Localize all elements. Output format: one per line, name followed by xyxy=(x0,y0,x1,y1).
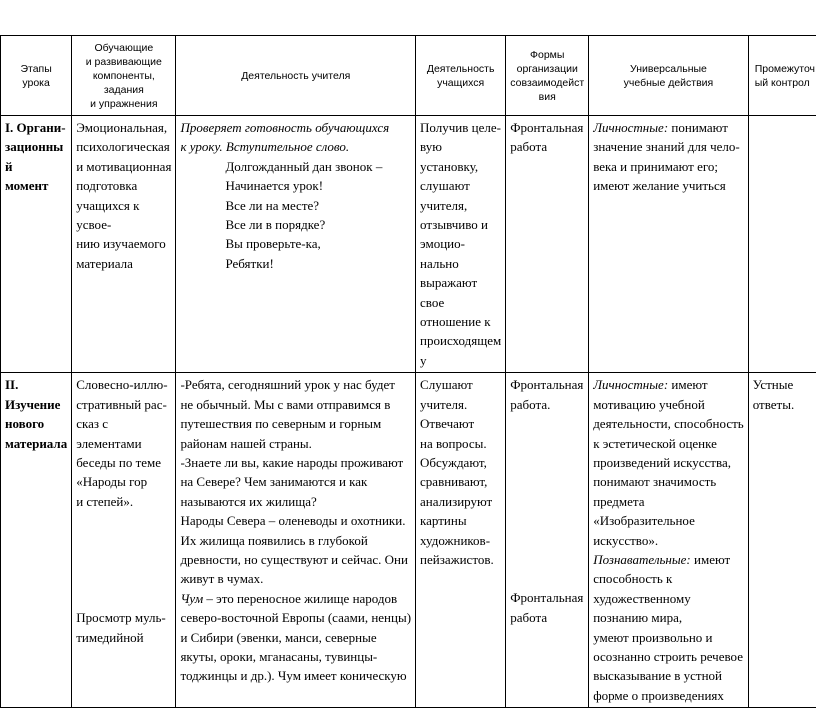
forms-cell xyxy=(506,373,589,708)
text-line: к эстетической оценке xyxy=(593,434,744,453)
text-line: умеют произвольно и xyxy=(593,628,744,647)
uud-text-2 xyxy=(593,569,744,705)
text-line: познанию мира, xyxy=(593,608,744,627)
text-line: момент xyxy=(5,176,67,195)
text-line: называются их жилища? xyxy=(180,492,411,511)
text-line: ответы. xyxy=(753,395,815,414)
text-line: отношение к xyxy=(420,312,501,331)
text-line: способность к xyxy=(593,569,744,588)
text-line: и упражнения xyxy=(76,97,171,111)
text-line: Промежуточ xyxy=(755,62,815,76)
text-line: произведений искусства, xyxy=(593,453,744,472)
text-line: предмета xyxy=(593,492,744,511)
components-cell xyxy=(72,116,176,373)
text-line: Деятельность xyxy=(420,62,501,76)
text-line: живут в чумах. xyxy=(180,569,411,588)
text-line: осознанно строить речевое xyxy=(593,647,744,666)
text-line: не обычный. Мы с вами отправимся в xyxy=(180,395,411,414)
text-line: Обсуждают, xyxy=(420,453,501,472)
text-line: мотивацию учебной xyxy=(593,395,744,414)
text-line: Просмотр муль- xyxy=(76,608,171,627)
text-line: Начинается урок! xyxy=(225,176,411,195)
text-line: -Знаете ли вы, какие народы проживают xyxy=(180,453,411,472)
text-line: -Ребята, сегодняшний урок у нас будет xyxy=(180,375,411,394)
text-line: Фронтальная xyxy=(510,118,584,137)
teacher-cell xyxy=(176,116,416,373)
text-line: «Изобразительное xyxy=(593,511,744,530)
forms-cell xyxy=(506,116,589,373)
teacher-cell xyxy=(176,373,416,708)
uud-first-2: имеют xyxy=(691,552,730,567)
text-line: понимают значимость xyxy=(593,472,744,491)
stage-cell xyxy=(1,373,72,708)
text-line: I. Органи- xyxy=(5,118,67,137)
text-line: подготовка xyxy=(76,176,171,195)
header-stage xyxy=(1,36,72,116)
text-line: Их жилища появились в глубокой xyxy=(180,531,411,550)
text-line: Фронтальная xyxy=(510,375,584,394)
header-students xyxy=(416,36,506,116)
control-cell xyxy=(748,116,816,373)
text-line: значение знаний для чело- xyxy=(593,137,744,156)
components-cell xyxy=(72,373,176,708)
text-line: Долгожданный дан звонок – xyxy=(225,157,411,176)
text-line: и Сибири (эвенки, манси, северные xyxy=(180,628,411,647)
header-row xyxy=(1,36,816,116)
text-line: на Севере? Чем занимаются и как xyxy=(180,472,411,491)
text-line: отзывчиво и xyxy=(420,215,501,234)
uud-text xyxy=(593,137,744,195)
text-line: нально xyxy=(420,254,501,273)
text-line: учителя, xyxy=(420,196,501,215)
text-line: Деятельность учителя xyxy=(180,69,411,83)
header-control xyxy=(748,36,816,116)
text-line: древности, но существуют и сейчас. Они xyxy=(180,550,411,569)
text-line: форме о произведениях xyxy=(593,686,744,705)
text-line: зационны xyxy=(5,137,67,156)
text-line: вую xyxy=(420,137,501,156)
text-line: Словесно-иллю- xyxy=(76,375,171,394)
text-line: художественному xyxy=(593,589,744,608)
text-line: элементами xyxy=(76,434,171,453)
teacher-intro xyxy=(180,118,411,157)
text-line: совзаимодейст xyxy=(510,76,584,90)
students-cell xyxy=(416,373,506,708)
text-line: учителя. xyxy=(420,395,501,414)
teacher-chum xyxy=(180,608,411,686)
text-line: Фронтальная xyxy=(510,588,584,607)
text-line: Вы проверьте-ка, xyxy=(225,234,411,253)
text-line: Ребятки! xyxy=(225,254,411,273)
text-line: художников- xyxy=(420,531,501,550)
text-line: Получив целе- xyxy=(420,118,501,137)
forms-extra xyxy=(510,588,584,627)
text-line: анализируют xyxy=(420,492,501,511)
text-line: сказ с xyxy=(76,414,171,433)
text-line: века и принимают его; xyxy=(593,157,744,176)
text-line: эмоцио- xyxy=(420,234,501,253)
text-line: II. xyxy=(5,375,67,394)
text-line: происходящем xyxy=(420,331,501,350)
text-line: слушают xyxy=(420,176,501,195)
text-line: нию изучаемого xyxy=(76,234,171,253)
text-line: свое xyxy=(420,293,501,312)
text-line: урока xyxy=(5,76,67,90)
components-text xyxy=(76,375,171,511)
text-line: и мотивационная xyxy=(76,157,171,176)
text-line: картины xyxy=(420,511,501,530)
components-extra xyxy=(76,608,171,647)
uud-cell xyxy=(589,373,749,708)
text-line: Эмоциональная, xyxy=(76,118,171,137)
uud-label: Личностные: xyxy=(593,120,668,135)
text-line: к уроку. Вступительное слово. xyxy=(180,137,411,156)
text-line: стративный рас- xyxy=(76,395,171,414)
text-line: учащихся xyxy=(420,76,501,90)
text-line: пейзажистов. xyxy=(420,550,501,569)
uud-first: понимают xyxy=(668,120,728,135)
text-line: усвое- xyxy=(76,215,171,234)
table-row xyxy=(1,373,816,708)
text-line: установку, xyxy=(420,157,501,176)
text-line: тоджинцы и др.). Чум имеет коническую xyxy=(180,666,411,685)
control-cell xyxy=(748,373,816,708)
text-line: учащихся к xyxy=(76,196,171,215)
text-line: вия xyxy=(510,90,584,104)
text-line: ый контрол xyxy=(755,76,815,90)
text-line: Все ли в порядке? xyxy=(225,215,411,234)
text-line: работа xyxy=(510,608,584,627)
text-line: материала xyxy=(76,254,171,273)
text-line: путешествия по северным и горным xyxy=(180,414,411,433)
text-line: работа. xyxy=(510,395,584,414)
students-cell xyxy=(416,116,506,373)
text-line: Слушают xyxy=(420,375,501,394)
text-line: Отвечают xyxy=(420,414,501,433)
text-line: Проверяет готовность обучающихся xyxy=(180,118,411,137)
text-line: организации xyxy=(510,62,584,76)
text-line: районам нашей страны. xyxy=(180,434,411,453)
text-line: якуты, ороки, мганасаны, тувинцы- xyxy=(180,647,411,666)
header-components xyxy=(72,36,176,116)
uud-label-2: Познавательные: xyxy=(593,552,691,567)
text-line: деятельности, способность xyxy=(593,414,744,433)
text-line: й xyxy=(5,157,67,176)
text-line: Изучение xyxy=(5,395,67,414)
text-line: Все ли на месте? xyxy=(225,196,411,215)
header-uud xyxy=(589,36,749,116)
chum-first: – это переносное жилище народов xyxy=(203,591,397,606)
text-line: у xyxy=(420,351,501,370)
text-line: Народы Севера – оленеводы и охотники. xyxy=(180,511,411,530)
text-line: Обучающие xyxy=(76,41,171,55)
text-line: работа xyxy=(510,137,584,156)
uud-text xyxy=(593,395,744,550)
text-line: северо-восточной Европы (саами, ненцы) xyxy=(180,608,411,627)
text-line: «Народы гор xyxy=(76,472,171,491)
uud-first: имеют xyxy=(668,377,707,392)
text-line: учебные действия xyxy=(593,76,744,90)
teacher-text xyxy=(180,375,411,588)
text-line: беседы по теме xyxy=(76,453,171,472)
text-line: тимедийной xyxy=(76,628,171,647)
text-line: материала xyxy=(5,434,67,453)
text-line: компоненты, xyxy=(76,69,171,83)
text-line: нового xyxy=(5,414,67,433)
text-line: на вопросы. xyxy=(420,434,501,453)
text-line: Формы xyxy=(510,48,584,62)
header-teacher xyxy=(176,36,416,116)
text-line: высказывание в устной xyxy=(593,666,744,685)
text-line: Универсальные xyxy=(593,62,744,76)
text-line: имеют желание учиться xyxy=(593,176,744,195)
table-row xyxy=(1,116,816,373)
text-line: Устные xyxy=(753,375,815,394)
uud-cell xyxy=(589,116,749,373)
text-line: Этапы xyxy=(5,62,67,76)
stage-cell xyxy=(1,116,72,373)
text-line: выражают xyxy=(420,273,501,292)
text-line: психологическая xyxy=(76,137,171,156)
teacher-poem xyxy=(180,157,411,273)
forms-text xyxy=(510,375,584,414)
chum-label: Чум xyxy=(180,591,203,606)
text-line: сравнивают, xyxy=(420,472,501,491)
text-line: задания xyxy=(76,83,171,97)
uud-label: Личностные: xyxy=(593,377,668,392)
text-line: и развивающие xyxy=(76,55,171,69)
text-line: искусство». xyxy=(593,531,744,550)
text-line: и степей». xyxy=(76,492,171,511)
header-forms xyxy=(506,36,589,116)
lesson-plan-table xyxy=(0,35,816,708)
